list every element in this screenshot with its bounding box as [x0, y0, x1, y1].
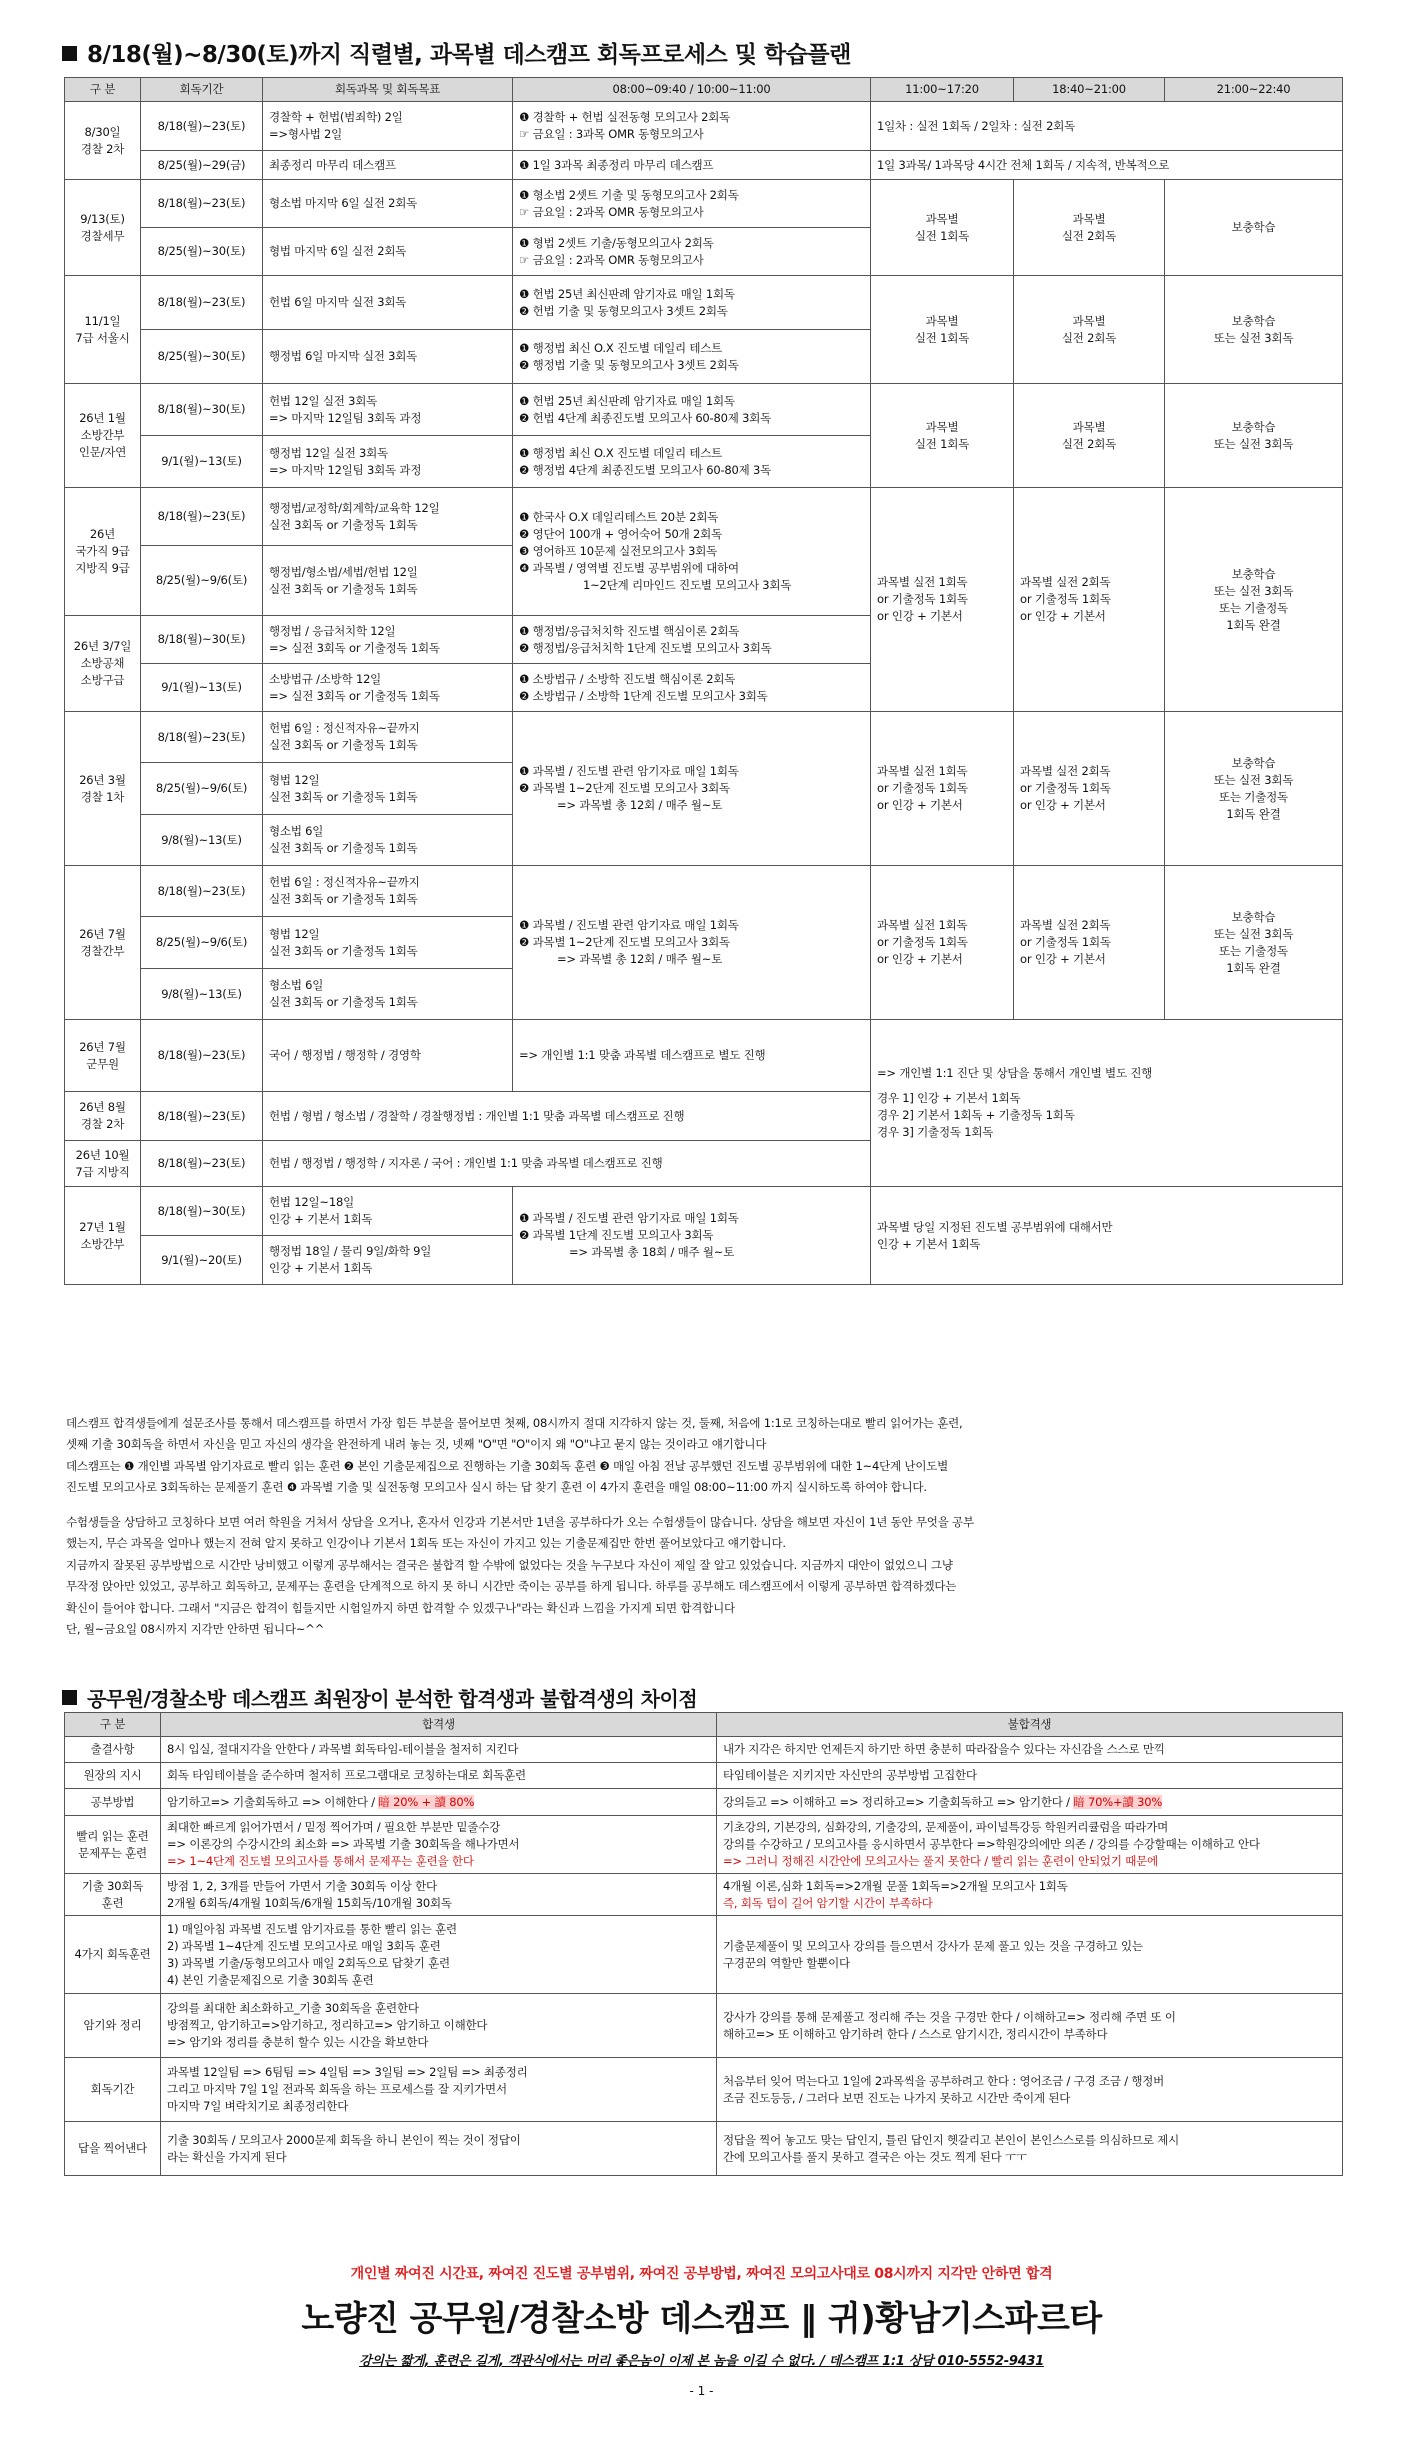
morning-cell: ❶ 행정법/응급처치학 진도별 핵심이론 2회독 ❷ 행정법/응급처치학 1단계 진도별 모의고사 3회독: [513, 616, 871, 664]
night-cell: 보충학습 또는 실전 3회독 또는 기출정독 1회독 완결: [1165, 712, 1343, 866]
night-cell: 보충학습 또는 실전 3회독: [1165, 384, 1343, 488]
morning-cell: ❶ 과목별 / 진도별 관련 암기자료 매일 1회독 ❷ 과목별 1~2단계 진도별 모의고사 3회독 => 과목별 총 12회 / 매주 월~토: [513, 712, 871, 866]
table-row: [65, 180, 1343, 228]
period-cell: 8/18(월)~23(토): [141, 1020, 263, 1092]
table-row: [65, 276, 1343, 330]
table-row: [65, 712, 1343, 763]
period-cell: 9/1(월)~20(토): [141, 1236, 263, 1285]
fail-cell: 처음부터 잊어 먹는다고 1일에 2과목씩을 공부하려고 한다 : 영어조금 / 구경 조금 / 행정버 조금 진도등등, / 그러다 보면 진도는 나가지 못하고 시간만 죽이게 된다: [717, 2058, 1343, 2122]
subject-cell: 헌법 / 행정법 / 행정학 / 지자론 / 국어 : 개인별 1:1 맞춤 과목별 데스캠프로 진행: [263, 1141, 871, 1187]
fail-cell: 4개월 이론,심화 1회독=>2개월 문풀 1회독=>2개월 모의고사 1회독 즉, 회독 텀이 길어 암기할 시간이 부족하다: [717, 1874, 1343, 1916]
night-cell: 보충학습 또는 실전 3회독 또는 기출정독 1회독 완결: [1165, 866, 1343, 1020]
morning-cell: ❶ 한국사 O.X 데일리테스트 20분 2회독 ❷ 영단어 100개 + 영어숙어 50개 2회독 ❸ 영어하프 10문제 실전모의고사 3회독 ❹ 과목별 / 영역별 진도별 공부범위에 대하여 1~2단계 리마인드 진도별 모의고사 3회독: [513, 488, 871, 616]
col-header: 구 분: [65, 1713, 161, 1737]
row-label: 4가지 회독훈련: [65, 1916, 161, 1994]
fail-cell: 기초강의, 기본강의, 심화강의, 기출강의, 문제풀이, 파이널특강등 학원커리큘럼을 따라가며 강의를 수강하고 / 모의고사를 응시하면서 공부한다 =>학원강의에만 의존 / 강의를 수강할때는 이해하고 안다 => 그러니 정해진 시간안에 모의고사는 풀지 못한다 / 빨리 읽는 훈련이 안되었기 때문에: [717, 1816, 1343, 1874]
afternoon-cell: 1일차 : 실전 1회독 / 2일차 : 실전 2회독: [871, 102, 1343, 151]
morning-cell: ❶ 1일 3과목 최종정리 마무리 데스캠프: [513, 151, 871, 180]
col-header: 합격생: [161, 1713, 717, 1737]
morning-cell: ❶ 형소법 2셋트 기출 및 동형모의고사 2회독 ☞ 금요일 : 2과목 OMR 동형모의고사: [513, 180, 871, 228]
period-cell: 9/1(월)~13(토): [141, 436, 263, 488]
row-label: 답을 찍어낸다: [65, 2122, 161, 2176]
evening-cell: 과목별 실전 2회독 or 기출정독 1회독 or 인강 + 기본서: [1014, 712, 1165, 866]
table-row: [65, 2122, 1343, 2176]
evening-cell: 과목별 실전 2회독: [1014, 276, 1165, 384]
table-row: [65, 102, 1343, 151]
table-row: [65, 2058, 1343, 2122]
study-plan-table: [64, 77, 1343, 1285]
subject-cell: 형소법 마지막 6일 실전 2회독: [263, 180, 513, 228]
period-cell: 8/18(월)~23(토): [141, 1141, 263, 1187]
subject-cell: 소방법규 /소방학 12일 => 실전 3회독 or 기출정독 1회독: [263, 664, 513, 712]
table-row: [65, 1187, 1343, 1236]
period-cell: 8/25(월)~9/6(토): [141, 546, 263, 616]
period-cell: 8/18(월)~30(토): [141, 1187, 263, 1236]
row-label: 빨리 읽는 훈련 문제푸는 훈련: [65, 1816, 161, 1874]
subject-cell: 헌법 6일 마지막 실전 3회독: [263, 276, 513, 330]
pass-cell: 암기하고=> 기출회독하고 => 이해한다 / 暗 20% + 讀 80%: [161, 1789, 717, 1816]
morning-cell: ❶ 경찰학 + 헌법 실전동형 모의고사 2회독 ☞ 금요일 : 3과목 OMR 동형모의고사: [513, 102, 871, 151]
subject-cell: 형법 12일 실전 3회독 or 기출정독 1회독: [263, 917, 513, 969]
row-label: 공부방법: [65, 1789, 161, 1816]
row-label: 원장의 지시: [65, 1763, 161, 1789]
group-label: 26년 8월 경찰 2차: [65, 1092, 141, 1141]
subject-cell: 형소법 6일 실전 3회독 or 기출정독 1회독: [263, 815, 513, 866]
period-cell: 8/25(월)~9/6(토): [141, 917, 263, 969]
period-cell: 9/8(월)~13(토): [141, 815, 263, 866]
night-cell: 보충학습: [1165, 180, 1343, 276]
pass-cell: 8시 입실, 절대지각을 안한다 / 과목별 회독타임-테이블을 철저히 지킨다: [161, 1737, 717, 1763]
table-row: [65, 1789, 1343, 1816]
subject-cell: 형법 12일 실전 3회독 or 기출정독 1회독: [263, 763, 513, 815]
col-header: 21:00~22:40: [1165, 78, 1343, 102]
group-label: 27년 1월 소방간부: [65, 1187, 141, 1285]
subject-cell: 국어 / 행정법 / 행정학 / 경영학: [263, 1020, 513, 1092]
footer-brand: 노량진 공무원/경찰소방 데스캠프 ‖ 귀)황남기스파르타: [301, 2299, 1102, 2339]
square-bullet-icon: [62, 46, 77, 61]
evening-cell: 과목별 실전 2회독: [1014, 180, 1165, 276]
page-number: - 1 -: [689, 2384, 714, 2398]
group-label: 11/1일 7급 서울시: [65, 276, 141, 384]
morning-cell: ❶ 과목별 / 진도별 관련 암기자료 매일 1회독 ❷ 과목별 1~2단계 진도별 모의고사 3회독 => 과목별 총 12회 / 매주 월~토: [513, 866, 871, 1020]
subject-cell: 행정법 12일 실전 3회독 => 마지막 12일팀 3회독 과정: [263, 436, 513, 488]
comparison-table: [64, 1712, 1343, 2176]
period-cell: 8/18(월)~23(토): [141, 866, 263, 917]
footer-tagline: 개인별 짜여진 시간표, 짜여진 진도별 공부범위, 짜여진 공부방법, 짜여진 모의고사대로 08시까지 지각만 안하면 합격: [350, 2266, 1053, 2282]
afternoon-cell: 과목별 실전 1회독 or 기출정독 1회독 or 인강 + 기본서: [871, 712, 1014, 866]
period-cell: 9/8(월)~13(토): [141, 969, 263, 1020]
evening-cell: 과목별 실전 2회독: [1014, 384, 1165, 488]
table-row: [65, 1816, 1343, 1874]
group-label: 26년 3/7일 소방공채 소방구급: [65, 616, 141, 712]
notes-paragraph-2: 수험생들을 상담하고 코칭하다 보면 여러 학원을 거쳐서 상담을 오거나, 혼자서 인강과 기본서만 1년을 공부하다가 오는 수험생들이 많습니다. 상담을 해보면 자신이 1년 동안 무엇을 공부 했는지, 무슨 과목을 얼마나 했는지 전혀 알지 못하고 인강이나 기본서 1회독 또는 자신이 가지고 있는 기출문제집만 한번 풀어보았다고 얘기합니다. 지금까지 잘못된 공부방법으로 시간만 낭비했고 이렇게 공부해서는 결국은 불합격 할 수밖에 없었다는 것을 누구보다 자신이 제일 잘 알고 있었습니다. 지금까지 대안이 없었으니 그냥 무작정 앉아만 있었고, 공부하고 회독하고, 문제푸는 훈련을 단계적으로 하지 못 하니 시간만 죽이는 공부를 하게 됩니다. 하루를 공부해도 데스캠프에서 이렇게 공부하면 합격하겠다는 확신이 들어야 합니다. 그래서 "지금은 합격이 힘들지만 시험일까지 하면 합격할 수 있겠구나"라는 확신과 느낌을 가지게 되면 합격합니다 단, 월~금요일 08시까지 지각만 안하면 됩니다~^^: [66, 1515, 974, 1637]
period-cell: 8/18(월)~23(토): [141, 712, 263, 763]
group-label: 26년 7월 군무원: [65, 1020, 141, 1092]
subject-cell: 형소법 6일 실전 3회독 or 기출정독 1회독: [263, 969, 513, 1020]
afternoon-cell: 1일 3과목/ 1과목당 4시간 전체 1회독 / 지속적, 반복적으로: [871, 151, 1343, 180]
pass-cell: 과목별 12일팀 => 6팀팀 => 4일팀 => 3일팀 => 2일팀 => 최종정리 그리고 마지막 7일 1일 전과목 회독을 하는 프로세스를 잘 지키가면서 마지막 7일 벼락치기로 최종정리한다: [161, 2058, 717, 2122]
period-cell: 8/18(월)~23(토): [141, 180, 263, 228]
afternoon-cell: 과목별 실전 1회독: [871, 276, 1014, 384]
pass-cell: 기출 30회독 / 모의고사 2000문제 회독을 하니 본인이 찍는 것이 정답이 라는 확신을 가지게 된다: [161, 2122, 717, 2176]
fail-cell: 기출문제풀이 및 모의고사 강의를 들으면서 강사가 문제 풀고 있는 것을 구경하고 있는 구경꾼의 역할만 할뿐이다: [717, 1916, 1343, 1994]
subject-cell: 최종정리 마무리 데스캠프: [263, 151, 513, 180]
individual-plan-cell: => 개인별 1:1 진단 및 상담을 통해서 개인별 별도 진행 경우 1] 인강 + 기본서 1회독 경우 2] 기본서 1회독 + 기출정독 1회독 경우 3] 기출정독 1회독: [871, 1020, 1343, 1187]
period-cell: 8/18(월)~23(토): [141, 276, 263, 330]
row-label: 기출 30회독 훈련: [65, 1874, 161, 1916]
morning-cell: ❶ 형법 2셋트 기출/동형모의고사 2회독 ☞ 금요일 : 2과목 OMR 동형모의고사: [513, 228, 871, 276]
col-header: 18:40~21:00: [1014, 78, 1165, 102]
group-label: 26년 국가직 9급 지방직 9급: [65, 488, 141, 616]
group-label: 26년 10월 7급 지방직: [65, 1141, 141, 1187]
group-label: 9/13(토) 경찰세무: [65, 180, 141, 276]
col-header: 11:00~17:20: [871, 78, 1014, 102]
table-row: [65, 866, 1343, 917]
subject-cell: 헌법 12일~18일 인강 + 기본서 1회독: [263, 1187, 513, 1236]
fail-cell: 내가 지각은 하지만 언제든지 하기만 하면 충분히 따라잡을수 있다는 자신감을 스스로 만끽: [717, 1737, 1343, 1763]
table-row: [65, 151, 1343, 180]
table-row: [65, 488, 1343, 546]
col-header: 08:00~09:40 / 10:00~11:00: [513, 78, 871, 102]
period-cell: 8/25(월)~9/6(토): [141, 763, 263, 815]
subject-cell: 행정법/교정학/회계학/교육학 12일 실전 3회독 or 기출정독 1회독: [263, 488, 513, 546]
afternoon-cell: 과목별 실전 1회독 or 기출정독 1회독 or 인강 + 기본서: [871, 488, 1014, 712]
footer-slogan: 강의는 짧게, 훈련은 길게, 객관식에서는 머리 좋은놈이 이제 본 놈을 이길 수 없다. / 데스캠프 1:1 상담 010-5552-9431: [359, 2354, 1044, 2369]
afternoon-cell: 과목별 실전 1회독: [871, 384, 1014, 488]
subject-cell: 형법 마지막 6일 실전 2회독: [263, 228, 513, 276]
table-row: [65, 1020, 1343, 1092]
subject-cell: 행정법 6일 마지막 실전 3회독: [263, 330, 513, 384]
period-cell: 8/25(월)~30(토): [141, 330, 263, 384]
table-row: [65, 1874, 1343, 1916]
table-row: [65, 1916, 1343, 1994]
subject-cell: 행정법/형소법/세법/헌법 12일 실전 3회독 or 기출정독 1회독: [263, 546, 513, 616]
period-cell: 9/1(월)~13(토): [141, 664, 263, 712]
period-cell: 8/18(월)~30(토): [141, 616, 263, 664]
pass-cell: 회독 타임테이블을 준수하며 철저히 프로그램대로 코칭하는대로 회독훈련: [161, 1763, 717, 1789]
morning-cell: ❶ 헌법 25년 최신판례 암기자료 매일 1회독 ❷ 헌법 4단계 최종진도별 모의고사 60-80제 3회독: [513, 384, 871, 436]
subject-cell: 행정법 / 응급처치학 12일 => 실전 3회독 or 기출정독 1회독: [263, 616, 513, 664]
pass-cell: 1) 매일아침 과목별 진도별 암기자료를 통한 빨리 읽는 훈련 2) 과목별 1~4단계 진도별 모의고사로 매일 3회독 훈련 3) 과목별 기출/동형모의고사 매일 2회독으로 답찾기 훈련 4) 본인 기출문제집으로 기출 30회독 훈련: [161, 1916, 717, 1994]
pass-cell: 강의를 최대한 최소화하고_기출 30회독을 훈련한다 방점찍고, 암기하고=>암기하고, 정리하고=> 암기하고 이해한다 => 암기와 정리를 충분히 할수 있는 시간을 확보한다: [161, 1994, 717, 2058]
fail-cell: 강사가 강의를 통해 문제풀고 정리해 주는 것을 구경만 한다 / 이해하고=> 정리해 주면 또 이 해하고=> 또 이해하고 암기하려 한다 / 스스로 암기시간, 정리시간이 부족하다: [717, 1994, 1343, 2058]
notes-paragraph-1: 데스캠프 합격생들에게 설문조사를 통해서 데스캠프를 하면서 가장 힘든 부분을 물어보면 첫째, 08시까지 절대 지각하지 않는 것, 둘째, 처음에 1:1로 코칭하는대로 빨리 읽어가는 훈련, 셋째 기출 30회독을 하면서 자신을 믿고 자신의 생각을 완전하게 내려 놓는 것, 넷째 "O"면 "O"이지 왜 "O"냐고 묻지 않는 것이라고 얘기합니다 데스캠프는 ❶ 개인별 과목별 암기자료로 빨리 읽는 훈련 ❷ 본인 기출문제집으로 진행하는 기출 30회독 훈련 ❸ 매일 아침 전날 공부했던 진도별 공부범위에 대한 1~4단계 난이도별 진도별 모의고사로 3회독하는 문제풀기 훈련 ❹ 과목별 기출 및 실전동형 모의고사 실시 하는 답 찾기 훈련 이 4가지 훈련을 매일 08:00~11:00 까지 실시하도록 하여야 합니다.: [66, 1416, 963, 1495]
subject-cell: 헌법 12일 실전 3회독 => 마지막 12일팀 3회독 과정: [263, 384, 513, 436]
period-cell: 8/18(월)~23(토): [141, 102, 263, 151]
table-row: [65, 1737, 1343, 1763]
period-cell: 8/18(월)~23(토): [141, 1092, 263, 1141]
group-label: 26년 3월 경찰 1차: [65, 712, 141, 866]
period-cell: 8/25(월)~30(토): [141, 228, 263, 276]
table-row: [65, 384, 1343, 436]
morning-cell: ❶ 행정법 최신 O.X 진도별 데일리 테스트 ❷ 행정법 기출 및 동형모의고사 3셋트 2회독: [513, 330, 871, 384]
night-cell: 보충학습 또는 실전 3회독 또는 기출정독 1회독 완결: [1165, 488, 1343, 712]
subject-cell: 헌법 6일 : 정신적자유~끝까지 실전 3회독 or 기출정독 1회독: [263, 712, 513, 763]
night-cell: 보충학습 또는 실전 3회독: [1165, 276, 1343, 384]
morning-cell: ❶ 소방법규 / 소방학 진도별 핵심이론 2회독 ❷ 소방법규 / 소방학 1단계 진도별 모의고사 3회독: [513, 664, 871, 712]
pass-cell: 최대한 빠르게 읽어가면서 / 밑정 찍어가며 / 필요한 부분만 밑줄수강 => 이론강의 수강시간의 최소화 => 과목별 기출 30회독을 해나가면서 => 1~4단계 진도별 모의고사를 통해서 문제푸는 훈련을 한다: [161, 1816, 717, 1874]
pass-cell: 방점 1, 2, 3개를 만들어 가면서 기출 30회독 이상 한다 2개월 6회독/4개월 10회독/6개월 15회독/10개월 30회독: [161, 1874, 717, 1916]
afternoon-cell: 과목별 당일 지정된 진도별 공부범위에 대해서만 인강 + 기본서 1회독: [871, 1187, 1343, 1285]
group-label: 26년 1월 소방간부 인문/자연: [65, 384, 141, 488]
afternoon-cell: 과목별 실전 1회독: [871, 180, 1014, 276]
fail-cell: 강의듣고 => 이해하고 => 정리하고=> 기출회독하고 => 암기한다 / 暗 70%+讀 30%: [717, 1789, 1343, 1816]
col-header: 구 분: [65, 78, 141, 102]
subject-cell: 헌법 6일 : 정신적자유~끝까지 실전 3회독 or 기출정독 1회독: [263, 866, 513, 917]
fail-cell: 타임테이블은 지키지만 자신만의 공부방법 고집한다: [717, 1763, 1343, 1789]
row-label: 암기와 정리: [65, 1994, 161, 2058]
table-header: [65, 78, 1343, 102]
table-row: [65, 1994, 1343, 2058]
col-header: 회독기간: [141, 78, 263, 102]
row-label: 회독기간: [65, 2058, 161, 2122]
period-cell: 8/18(월)~30(토): [141, 384, 263, 436]
morning-cell: ❶ 행정법 최신 O.X 진도별 데일리 테스트 ❷ 행정법 4단계 최종진도별 모의고사 60-80제 3독: [513, 436, 871, 488]
row-label: 출결사항: [65, 1737, 161, 1763]
subject-cell: 행정법 18일 / 물리 9일/화학 9일 인강 + 기본서 1회독: [263, 1236, 513, 1285]
col-header: 회독과목 및 회독목표: [263, 78, 513, 102]
period-cell: 8/25(월)~29(금): [141, 151, 263, 180]
morning-cell: ❶ 과목별 / 진도별 관련 암기자료 매일 1회독 ❷ 과목별 1단계 진도별 모의고사 3회독 => 과목별 총 18회 / 매주 월~토: [513, 1187, 871, 1285]
morning-cell: ❶ 헌법 25년 최신판례 암기자료 매일 1회독 ❷ 헌법 기출 및 동형모의고사 3셋트 2회독: [513, 276, 871, 330]
period-cell: 8/18(월)~23(토): [141, 488, 263, 546]
subject-cell: 헌법 / 형법 / 형소법 / 경찰학 / 경찰행정법 : 개인별 1:1 맞춤 과목별 데스캠프로 진행: [263, 1092, 871, 1141]
fail-cell: 정답을 찍어 놓고도 맞는 답인지, 틀린 답인지 헷갈리고 본인이 본인스스로를 의심하므로 제시 간에 모의고사를 풀지 못하고 결국은 아는 것도 찍게 된다 ㅜㅜ: [717, 2122, 1343, 2176]
subject-cell: 경찰학 + 헌법(범죄학) 2일 =>형사법 2일: [263, 102, 513, 151]
comparison-title: 공무원/경찰소방 데스캠프 최원장이 분석한 합격생과 불합격생의 차이점: [62, 1683, 697, 1712]
group-label: 8/30일 경찰 2차: [65, 102, 141, 180]
table-header: [65, 1713, 1343, 1737]
afternoon-cell: 과목별 실전 1회독 or 기출정독 1회독 or 인강 + 기본서: [871, 866, 1014, 1020]
group-label: 26년 7월 경찰간부: [65, 866, 141, 1020]
page-title: 8/18(월)~8/30(토)까지 직렬별, 과목별 데스캠프 회독프로세스 및 학습플랜: [62, 36, 851, 69]
table-row: [65, 1763, 1343, 1789]
evening-cell: 과목별 실전 2회독 or 기출정독 1회독 or 인강 + 기본서: [1014, 488, 1165, 712]
square-bullet-icon: [62, 1690, 77, 1705]
col-header: 불합격생: [717, 1713, 1343, 1737]
evening-cell: 과목별 실전 2회독 or 기출정독 1회독 or 인강 + 기본서: [1014, 866, 1165, 1020]
morning-cell: => 개인별 1:1 맞춤 과목별 데스캠프로 별도 진행: [513, 1020, 871, 1092]
